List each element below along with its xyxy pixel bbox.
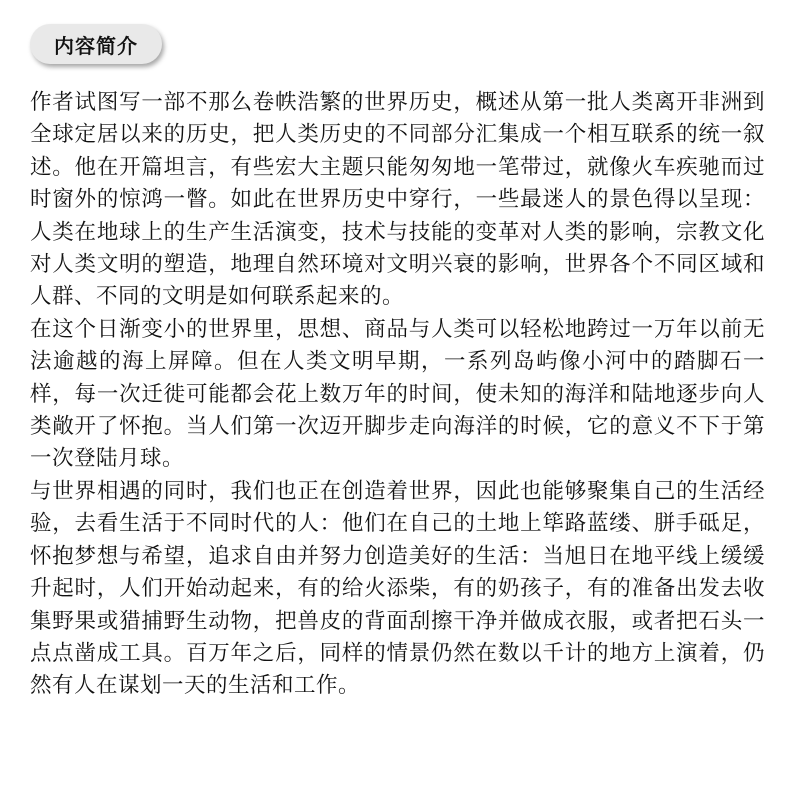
- section-header: [30, 24, 162, 64]
- section-title: 内容简介: [54, 33, 138, 58]
- paragraph-1: 作者试图写一部不那么卷帙浩繁的世界历史，概述从第一批人类离开非洲到全球定居以来的历史，把人类历史的不同部分汇集成一个相互联系的统一叙述。他在开篇坦言，有些宏大主题只能匆匆地一笔带过，就像火车疾驰而过时窗外的惊鸿一瞥。如此在世界历史中穿行，一些最迷人的景色得以呈现：人类在地球上的生产生活演变，技术与技能的变革对人类的影响，宗教文化对人类文明的塑造，地理自然环境对文明兴衰的影响，世界各个不同区域和人群、不同的文明是如何联系起来的。: [30, 90, 765, 310]
- paragraph-2: 在这个日渐变小的世界里，思想、商品与人类可以轻松地跨过一万年以前无法逾越的海上屏障。但在人类文明早期，一系列岛屿像小河中的踏脚石一样，每一次迁徙可能都会花上数万年的时间，使未知的海洋和陆地逐步向人类敞开了怀抱。当人们第一次迈开脚步走向海洋的时候，它的意义不下于第一次登陆月球。: [30, 316, 765, 472]
- intro-text-body: [30, 87, 765, 703]
- paragraph-3: 与世界相遇的同时，我们也正在创造着世界，因此也能够聚集自己的生活经验，去看生活于不同时代的人：他们在自己的土地上筚路蓝缕、胼手砥足，怀抱梦想与希望，追求自由并努力创造美好的生活：当旭日在地平线上缓缓升起时，人们开始动起来，有的给火添柴，有的奶孩子，有的准备出发去收集野果或猎捕野生动物，把兽皮的背面刮擦干净并做成衣服，或者把石头一点点凿成工具。百万年之后，同样的情景仍然在数以千计的地方上演着，仍然有人在谋划一天的生活和工作。: [30, 478, 765, 699]
